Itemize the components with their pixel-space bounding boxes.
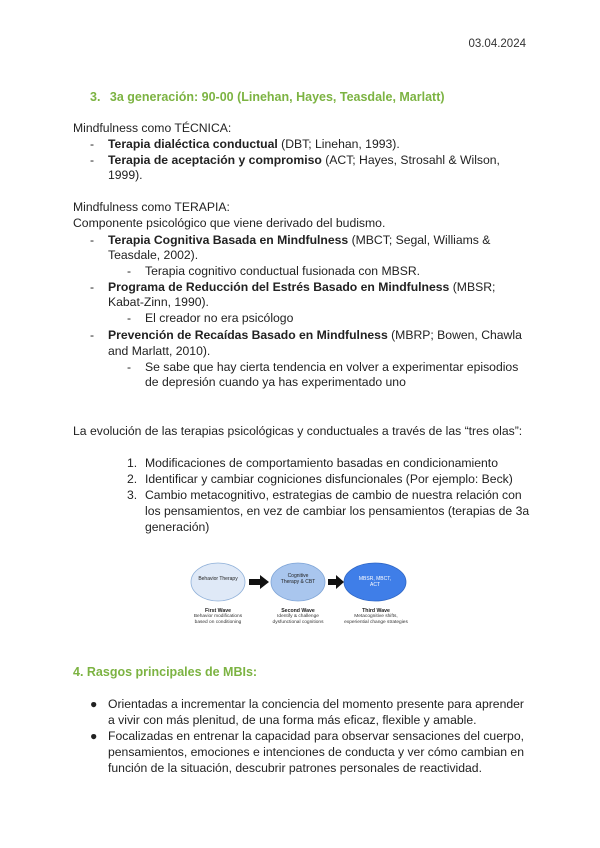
olas-intro: La evolución de las terapias psicológicas y conductuales a través de las “tres olas”: [73, 424, 523, 438]
ola-item-3-cont: los pensamientos, en vez de cambiar los pensamientos (terapias de 3a [145, 504, 530, 518]
terapia-intro: Componente psicológico que viene derivado del budismo. [73, 216, 386, 230]
section-3-heading [90, 90, 445, 104]
section-4-heading: 4. Rasgos principales de MBIs: [73, 665, 258, 679]
first-wave-caption: First Wave Behavior modifications based on conditioning [193, 608, 243, 625]
dash-bullet: - [90, 233, 95, 247]
tecnica-item-1: Terapia dialéctica conductual (DBT; Linehan, 1993). [108, 137, 400, 151]
third-wave-label: MBSR, MBCT, ACT [358, 576, 392, 588]
mbi-bullet-2: Focalizadas en entrenar la capacidad para observar sensaciones del cuerpo, [108, 729, 524, 743]
third-wave-caption: Third Wave Metacognitive shifts, experiential change strategies [344, 608, 408, 625]
second-wave-caption: Second Wave Identify & challenge dysfunctional cognitions [272, 608, 324, 625]
mbi-bullet-2-cont: pensamientos, emociones e intenciones de conducta y ver cómo cambian en [108, 745, 524, 759]
ola-item-3: Cambio metacognitivo, estrategias de cambio de nuestra relación con [145, 488, 522, 502]
ola-item-3-cont2: generación) [145, 520, 210, 534]
document-date: 03.04.2024 [468, 38, 526, 50]
first-wave-label: Behavior Therapy [198, 576, 238, 582]
terapia-heading: Mindfulness como TERAPIA: [73, 200, 230, 214]
terapia-item-1-cont: Teasdale, 2002). [108, 248, 199, 262]
arrow-right-icon [328, 575, 344, 589]
dash-bullet: - [90, 280, 95, 294]
ola-number: 1. [127, 456, 138, 470]
dash-bullet: - [127, 264, 132, 278]
tecnica-item-2: Terapia de aceptación y compromiso (ACT; Hayes, Strosahl & Wilson, [108, 153, 500, 167]
terapia-item-2-cont: Kabat-Zinn, 1990). [108, 295, 209, 309]
mbi-bullet-2-cont2: función de la situación, descubrir patrones personales de reactividad. [108, 761, 482, 775]
dash-bullet: - [90, 153, 95, 167]
tecnica-heading: Mindfulness como TÉCNICA: [73, 121, 232, 135]
terapia-item-2: Programa de Reducción del Estrés Basado en Mindfulness (MBSR; [108, 280, 496, 294]
dash-bullet: - [127, 311, 132, 325]
second-wave-label: Cognitive Therapy & CBT [280, 573, 316, 585]
arrow-right-icon [249, 575, 269, 589]
dash-bullet: - [90, 328, 95, 342]
bullet-dot-icon: ● [90, 729, 98, 743]
ola-number: 3. [127, 488, 138, 502]
terapia-item-2-sub: El creador no era psicólogo [145, 311, 294, 325]
ola-item-2: Identificar y cambiar cogniciones disfuncionales (Por ejemplo: Beck) [145, 472, 513, 486]
terapia-item-3-sub: Se sabe que hay cierta tendencia en volver a experimentar episodios [145, 360, 519, 374]
section-3-title: 3a generación: 90-00 (Linehan, Hayes, Teasdale, Marlatt) [109, 90, 445, 104]
ola-number: 2. [127, 472, 138, 486]
tecnica-item-2-cont: 1999). [108, 168, 143, 182]
first-wave-oval [191, 563, 245, 601]
three-waves-diagram [190, 560, 420, 635]
section-3-number: 3. [90, 90, 101, 104]
bullet-dot-icon: ● [90, 697, 98, 711]
terapia-item-1-sub: Terapia cognitivo conductual fusionada con MBSR. [145, 264, 421, 278]
mbi-bullet-1-cont: a vivir con más plenitud, de una forma más eficaz, flexible y amable. [108, 713, 477, 727]
ola-item-1: Modificaciones de comportamiento basadas en condicionamiento [145, 456, 498, 470]
terapia-item-3: Prevención de Recaídas Basado en Mindfulness (MBRP; Bowen, Chawla [108, 328, 522, 342]
mbi-bullet-1: Orientadas a incrementar la conciencia del momento presente para aprender [108, 697, 524, 711]
terapia-item-1: Terapia Cognitiva Basada en Mindfulness (MBCT; Segal, Williams & [108, 233, 491, 247]
dash-bullet: - [90, 137, 95, 151]
dash-bullet: - [127, 360, 132, 374]
terapia-item-3-sub-cont: de depresión cuando ya has experimentado uno [145, 375, 406, 389]
terapia-item-3-cont: and Marlatt, 2010). [108, 344, 211, 358]
